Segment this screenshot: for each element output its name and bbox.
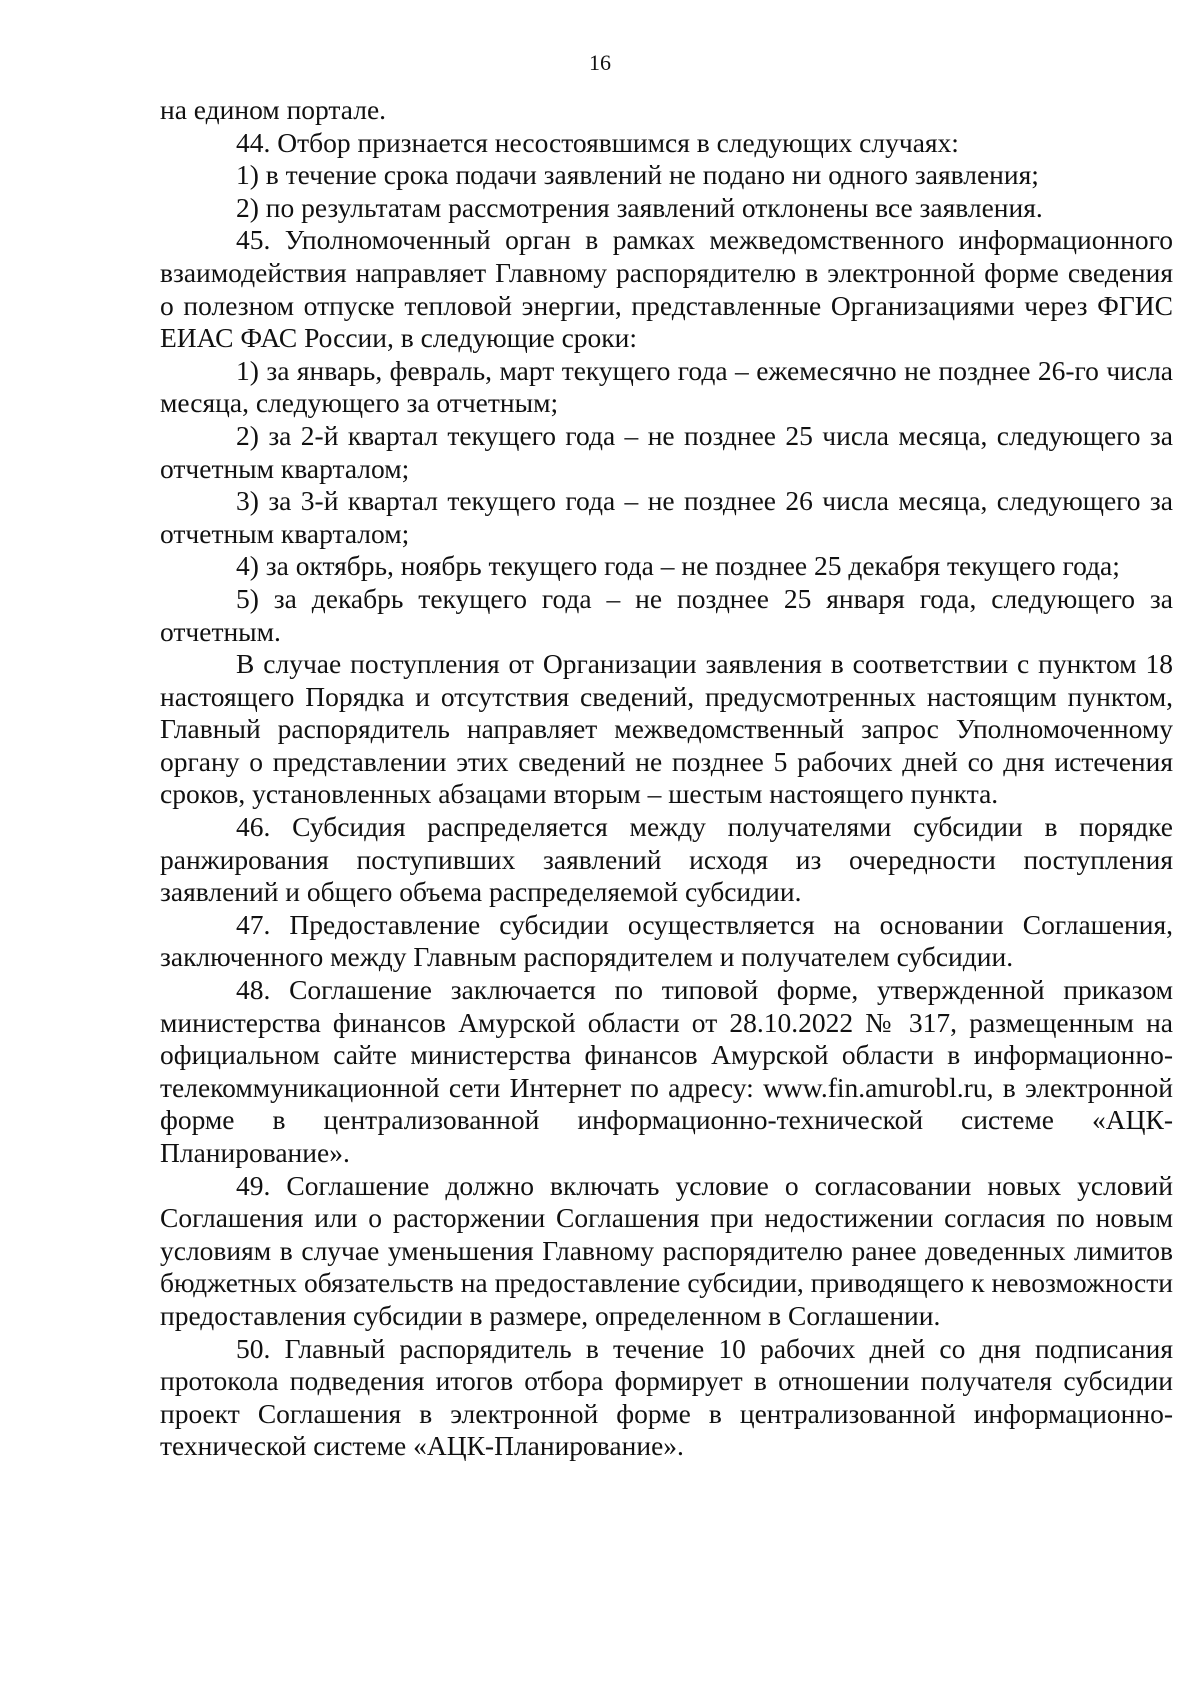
paragraph-47: 47. Предоставление субсидии осуществляется на основании Соглашения, заключенного между Главным распорядителем и получателем субсидии. [160,908,1173,973]
paragraph-44: 44. Отбор признается несостоявшимся в следующих случаях: [236,126,959,158]
paragraph-45-item-2: 2) за 2-й квартал текущего года – не позднее 25 числа месяца, следующего за отчетным кварталом; [160,419,1173,484]
paragraph-45: 45. Уполномоченный орган в рамках межведомственного информационного взаимодействия направляет Главному распорядителю в электронной форме сведения о полезном отпуске тепловой энергии, представленные Организациями через ФГИС ЕИАС ФАС России, в следующие сроки: [160,224,1173,354]
document-body [160,94,1173,1463]
paragraph-50: 50. Главный распорядитель в течение 10 рабочих дней со дня подписания протокола подведения итогов отбора формирует в отношении получателя субсидии проект Соглашения в электронной форме в централизованной информационно-технической системе «АЦК-Планирование». [160,1332,1173,1462]
paragraph-45-item-1: 1) за январь, февраль, март текущего года – ежемесячно не позднее 26-го числа месяца, следующего за отчетным; [160,354,1173,419]
page-number: 16 [589,50,611,75]
paragraph-45-item-5: 5) за декабрь текущего года – не позднее 25 января года, следующего за отчетным. [160,582,1173,647]
paragraph-continuation: на едином портале. [160,94,387,125]
paragraph-49: 49. Соглашение должно включать условие о согласовании новых условий Соглашения или о расторжении Соглашения при недостижении согласия по новым условиям в случае уменьшения Главному распорядителю ранее доведенных лимитов бюджетных обязательств на предоставление субсидии, приводящего к невозможности предоставления субсидии в размере, определенном в Соглашении. [160,1169,1173,1331]
paragraph-44-item-2: 2) по результатам рассмотрения заявлений отклонены все заявления. [236,191,1043,223]
paragraph-45-item-3: 3) за 3-й квартал текущего года – не позднее 26 числа месяца, следующего за отчетным кварталом; [160,485,1173,549]
paragraph-45-item-4: 4) за октябрь, ноябрь текущего года – не позднее 25 декабря текущего года; [236,550,1120,582]
paragraph-44-item-1: 1) в течение срока подачи заявлений не подано ни одного заявления; [236,159,1039,191]
paragraph-48: 48. Соглашение заключается по типовой форме, утвержденной приказом министерства финансов Амурской области от 28.10.2022 № 317, размещенным на официальном сайте министерства финансов Амурской области в информационно-телекоммуникационной сети Интернет по адресу: www.fin.amurobl.ru, в электронной форме в централизованной информационно-технической системе «АЦК-Планирование». [160,974,1173,1168]
paragraph-46: 46. Субсидия распределяется между получателями субсидии в порядке ранжирования поступивших заявлений исходя из очередности поступления заявлений и общего объема распределяемой субсидии. [160,811,1173,908]
paragraph-45-note: В случае поступления от Организации заявления в соответствии с пунктом 18 настоящего Порядка и отсутствия сведений, предусмотренных настоящим пунктом, Главный распорядитель направляет межведомственный запрос Уполномоченному органу о представлении этих сведений не позднее 5 рабочих дней со дня истечения сроков, установленных абзацами вторым – шестым настоящего пункта. [160,648,1173,810]
